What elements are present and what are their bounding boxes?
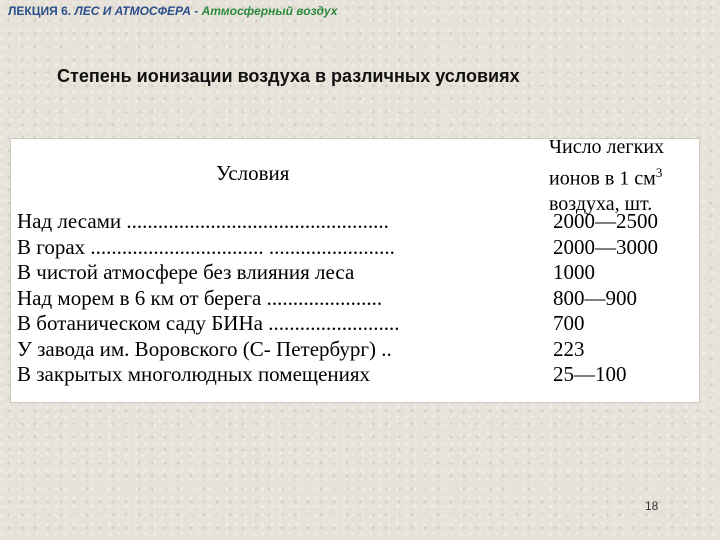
row-condition: У завода им. Воровского (С- Петербург) .. <box>17 336 392 361</box>
table-row <box>17 235 693 261</box>
row-condition: В горах ................................. ........................ <box>17 234 395 259</box>
row-condition: В ботаническом саду БИНа ......................... <box>17 311 400 335</box>
table-row <box>17 286 693 312</box>
table-rows <box>17 209 693 388</box>
row-condition: В закрытых многолюдных помещениях <box>17 362 371 386</box>
page-number: 18 <box>645 499 659 513</box>
lecture-number: ЛЕКЦИЯ 6. <box>8 4 72 18</box>
column-header-unit-sup: 3 <box>655 165 663 180</box>
ionization-table <box>10 138 700 403</box>
table-row <box>17 260 693 286</box>
row-condition: В чистой атмосфере без влияния леса <box>17 260 355 284</box>
row-condition: Над лесами .................................................. <box>17 209 389 233</box>
column-header-ion-count <box>549 135 664 217</box>
row-ion-count: 2000—3000 <box>553 234 658 259</box>
row-ion-count: 2000—2500 <box>553 209 658 233</box>
row-ion-count: 700 <box>553 311 585 335</box>
header-separator: - <box>194 4 199 18</box>
column-header-line-1: Число легких <box>549 136 665 158</box>
lecture-subtitle: Атмосферный воздух <box>201 4 338 18</box>
table-row <box>17 362 693 388</box>
table-row <box>17 209 693 235</box>
lecture-topic: ЛЕС И АТМОСФЕРА <box>74 4 191 18</box>
row-ion-count: 800—900 <box>553 285 637 310</box>
column-header-line-2-text: ионов в 1 см <box>549 167 656 190</box>
slide-title: Степень ионизации воздуха в различных условиях <box>57 66 520 86</box>
row-condition: Над морем в 6 км от берега ...................... <box>17 285 383 310</box>
column-header-line-3: воздуха, шт. <box>549 192 653 215</box>
row-ion-count: 1000 <box>553 260 595 284</box>
table-row <box>17 337 693 363</box>
row-ion-count: 25—100 <box>553 362 627 386</box>
slide-header <box>8 4 337 18</box>
table-row <box>17 311 693 337</box>
column-header-conditions: Условия <box>216 161 290 185</box>
row-ion-count: 223 <box>553 336 585 361</box>
column-header-line-2 <box>549 160 664 192</box>
